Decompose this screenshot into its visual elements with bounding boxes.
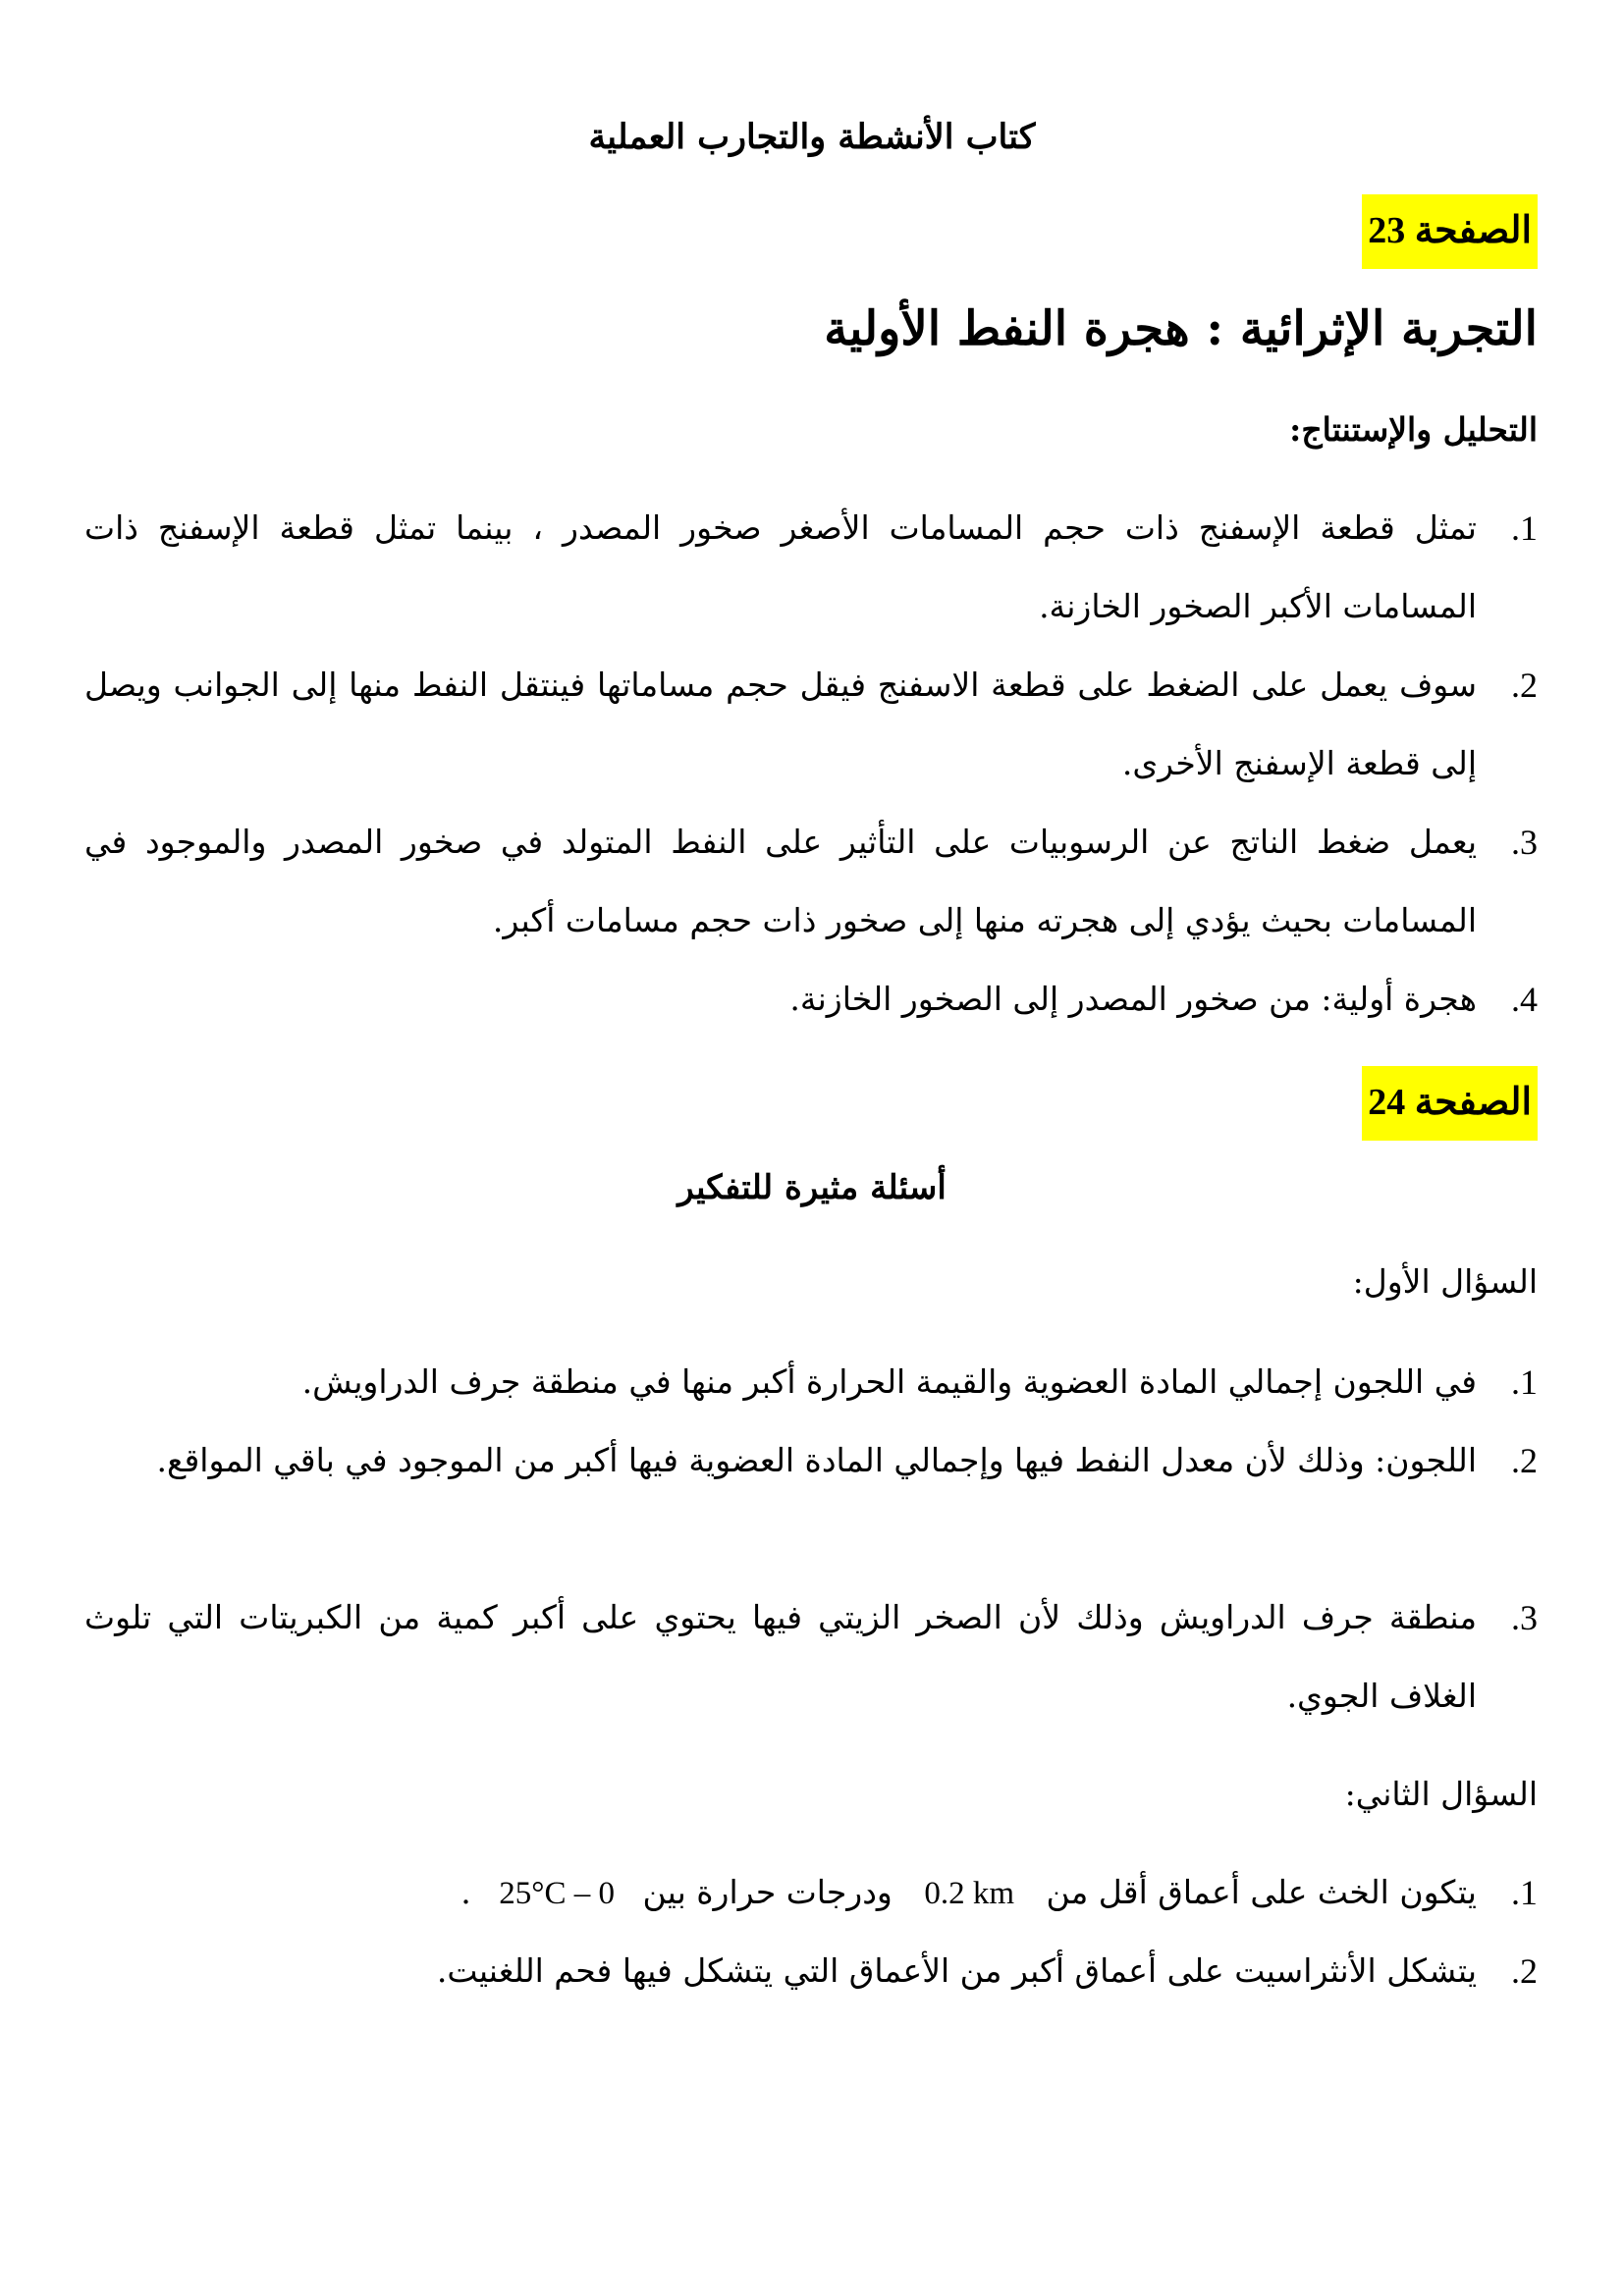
book-title: كتاب الأنشطة والتجارب العملية	[588, 117, 1036, 157]
list-item	[84, 646, 1538, 803]
list-item	[84, 1932, 1538, 2010]
list-item	[84, 1853, 1538, 1933]
item-text-part-a: يتكون الخث على أعماق أقل من	[1046, 1873, 1477, 1911]
item-text: سوف يعمل على الضغط على قطعة الاسفنج فيقل حجم مساماتها فينتقل النفط منها إلى الجوانب ويصل إلى قطعة الإسفنج الأخرى.	[84, 666, 1477, 782]
item-text	[84, 1853, 1477, 1933]
list-item	[84, 1343, 1538, 1421]
page-24-label: الصفحة 24	[1362, 1066, 1538, 1141]
list-item	[84, 489, 1538, 646]
item-text: اللجون: وذلك لأن معدل النفط فيها وإجمالي المادة العضوية فيها أكبر من الموجود في باقي المواقع.	[156, 1441, 1477, 1479]
item-text: يتشكل الأنثراسيت على أعماق أكبر من الأعماق التي يتشكل فيها فحم اللغنيت.	[436, 1951, 1477, 1990]
item-text: يعمل ضغط الناتج عن الرسوبيات على التأثير على النفط المتولد في صخور المصدر والموجود في المسامات بحيث يؤدي إلى هجرته منها إلى صخور ذات حجم مسامات أكبر.	[84, 823, 1477, 939]
temperature-range: 25°C – 0	[499, 1876, 615, 1911]
questions-title: أسئلة مثيرة للتفكير	[677, 1168, 947, 1207]
item-number: 1.	[1511, 508, 1538, 548]
list-item	[84, 1578, 1538, 1735]
page-23-label: الصفحة 23	[1362, 194, 1538, 269]
experiment-title: التجربة الإثرائية : هجرة النفط الأولية	[824, 301, 1538, 356]
item-text: هجرة أولية: من صخور المصدر إلى الصخور الخازنة.	[789, 980, 1477, 1018]
item-number: 3.	[1511, 823, 1538, 862]
list-item	[84, 960, 1538, 1039]
item-number: 4.	[1511, 980, 1538, 1019]
item-text: في اللجون إجمالي المادة العضوية والقيمة الحرارة أكبر منها في منطقة جرف الدراويش.	[301, 1362, 1477, 1401]
question-1-label: السؤال الأول:	[1352, 1262, 1538, 1301]
list-item	[84, 1421, 1538, 1500]
item-number: 1.	[1511, 1362, 1538, 1402]
item-number: 2.	[1511, 1951, 1538, 1991]
item-text-end: .	[460, 1873, 471, 1911]
item-number: 2.	[1511, 1441, 1538, 1480]
analysis-heading: التحليل والإستنتاج:	[1289, 410, 1538, 449]
depth-value: 0.2 km	[924, 1876, 1015, 1911]
item-number: 2.	[1511, 666, 1538, 705]
item-number: 1.	[1511, 1873, 1538, 1912]
item-text: تمثل قطعة الإسفنج ذات حجم المسامات الأصغر صخور المصدر ، بينما تمثل قطعة الإسفنج ذات المسامات الأكبر الصخور الخازنة.	[84, 508, 1477, 625]
item-number: 3.	[1511, 1598, 1538, 1637]
question-2-label: السؤال الثاني:	[1344, 1775, 1538, 1813]
item-text-part-b: ودرجات حرارة بين	[642, 1873, 893, 1911]
item-text: منطقة جرف الدراويش وذلك لأن الصخر الزيتي فيها يحتوي على أكبر كمية من الكبريتات التي تلوث الغلاف الجوي.	[84, 1598, 1477, 1715]
list-item	[84, 803, 1538, 960]
